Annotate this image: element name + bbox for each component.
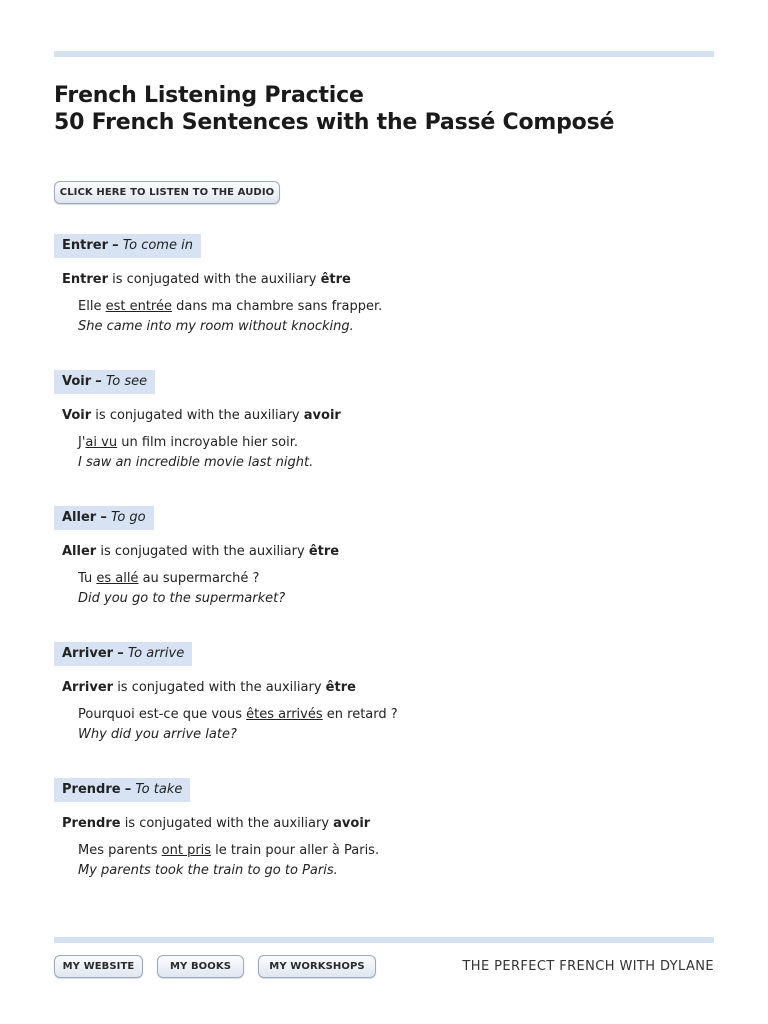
auxiliary-line <box>62 408 341 423</box>
english-translation: I saw an incredible movie last night. <box>78 455 314 470</box>
verb-dash: – <box>124 782 132 797</box>
verb-name: Prendre <box>62 782 121 797</box>
fr-before: J' <box>78 435 86 450</box>
aux-phrase: is conjugated with the auxiliary <box>117 680 322 695</box>
verb-tag <box>54 506 154 530</box>
auxiliary-word: avoir <box>333 816 371 831</box>
fr-before: Elle <box>78 299 106 314</box>
verb-dash: – <box>100 510 107 525</box>
verb-translation: To take <box>135 782 183 797</box>
fr-after: au supermarché ? <box>138 571 260 586</box>
aux-phrase: is conjugated with the auxiliary <box>112 272 317 287</box>
verb-dash: – <box>95 374 102 389</box>
my-workshops-button[interactable]: MY WORKSHOPS <box>258 955 376 978</box>
verb-tag <box>54 642 192 666</box>
english-translation: My parents took the train to go to Paris. <box>78 863 338 878</box>
verb-dash: – <box>117 646 124 661</box>
listen-audio-button[interactable]: CLICK HERE TO LISTEN TO THE AUDIO <box>54 181 280 204</box>
fr-after: dans ma chambre sans frapper. <box>171 299 383 314</box>
fr-after: en retard ? <box>322 707 398 722</box>
verb-translation: To go <box>110 510 146 525</box>
verb-tag <box>54 778 190 802</box>
verb-entry-arriver <box>54 642 714 778</box>
aux-phrase: is conjugated with the auxiliary <box>95 408 300 423</box>
aux-phrase: is conjugated with the auxiliary <box>124 816 330 831</box>
french-sentence <box>78 707 398 722</box>
verb-list <box>54 234 714 914</box>
fr-conjugated-verb: est entrée <box>105 299 172 314</box>
verb-name: Entrer <box>62 238 108 253</box>
title-line-2: 50 French Sentences with the Passé Composé <box>54 110 615 135</box>
fr-after: un film incroyable hier soir. <box>117 435 299 450</box>
aux-verb-name: Voir <box>62 408 92 423</box>
french-sentence <box>78 571 259 586</box>
my-books-button[interactable]: MY BOOKS <box>157 955 244 978</box>
english-translation: Did you go to the supermarket? <box>78 591 286 606</box>
english-translation: She came into my room without knocking. <box>78 319 354 334</box>
verb-entry-entrer <box>54 234 714 370</box>
auxiliary-line <box>62 680 356 695</box>
verb-tag <box>54 370 155 394</box>
french-sentence <box>78 843 379 858</box>
verb-entry-prendre <box>54 778 714 914</box>
french-sentence <box>78 299 382 314</box>
auxiliary-line <box>62 544 339 559</box>
verb-translation: To arrive <box>127 646 185 661</box>
auxiliary-line <box>62 816 370 831</box>
verb-entry-aller <box>54 506 714 642</box>
verb-translation: To see <box>105 374 148 389</box>
fr-conjugated-verb: ai vu <box>85 435 118 450</box>
fr-after: le train pour aller à Paris. <box>211 843 380 858</box>
auxiliary-word: être <box>308 544 340 559</box>
verb-translation: To come in <box>122 238 193 253</box>
verb-entry-voir <box>54 370 714 506</box>
page-title <box>54 82 614 136</box>
auxiliary-word: être <box>325 680 356 695</box>
fr-before: Pourquoi est-ce que vous <box>78 707 247 722</box>
fr-before: Mes parents <box>78 843 162 858</box>
verb-name: Voir <box>62 374 92 389</box>
title-line-1: French Listening Practice <box>54 83 364 108</box>
auxiliary-line <box>62 272 351 287</box>
aux-verb-name: Arriver <box>62 680 114 695</box>
aux-phrase: is conjugated with the auxiliary <box>100 544 305 559</box>
auxiliary-word: être <box>320 272 351 287</box>
french-sentence <box>78 435 298 450</box>
aux-verb-name: Entrer <box>62 272 108 287</box>
fr-conjugated-verb: ont pris <box>161 843 212 858</box>
top-divider-bar <box>54 51 714 57</box>
verb-name: Aller <box>62 510 97 525</box>
fr-before: Tu <box>78 571 97 586</box>
fr-conjugated-verb: êtes arrivés <box>246 707 323 722</box>
aux-verb-name: Aller <box>62 544 97 559</box>
brand-text: THE PERFECT FRENCH WITH DYLANE <box>462 959 714 974</box>
english-translation: Why did you arrive late? <box>78 727 237 742</box>
my-website-button[interactable]: MY WEBSITE <box>54 955 143 978</box>
verb-tag <box>54 234 201 258</box>
fr-conjugated-verb: es allé <box>96 571 139 586</box>
aux-verb-name: Prendre <box>62 816 121 831</box>
auxiliary-word: avoir <box>303 408 341 423</box>
verb-name: Arriver <box>62 646 114 661</box>
bottom-divider-bar <box>54 937 714 943</box>
verb-dash: – <box>112 238 119 253</box>
